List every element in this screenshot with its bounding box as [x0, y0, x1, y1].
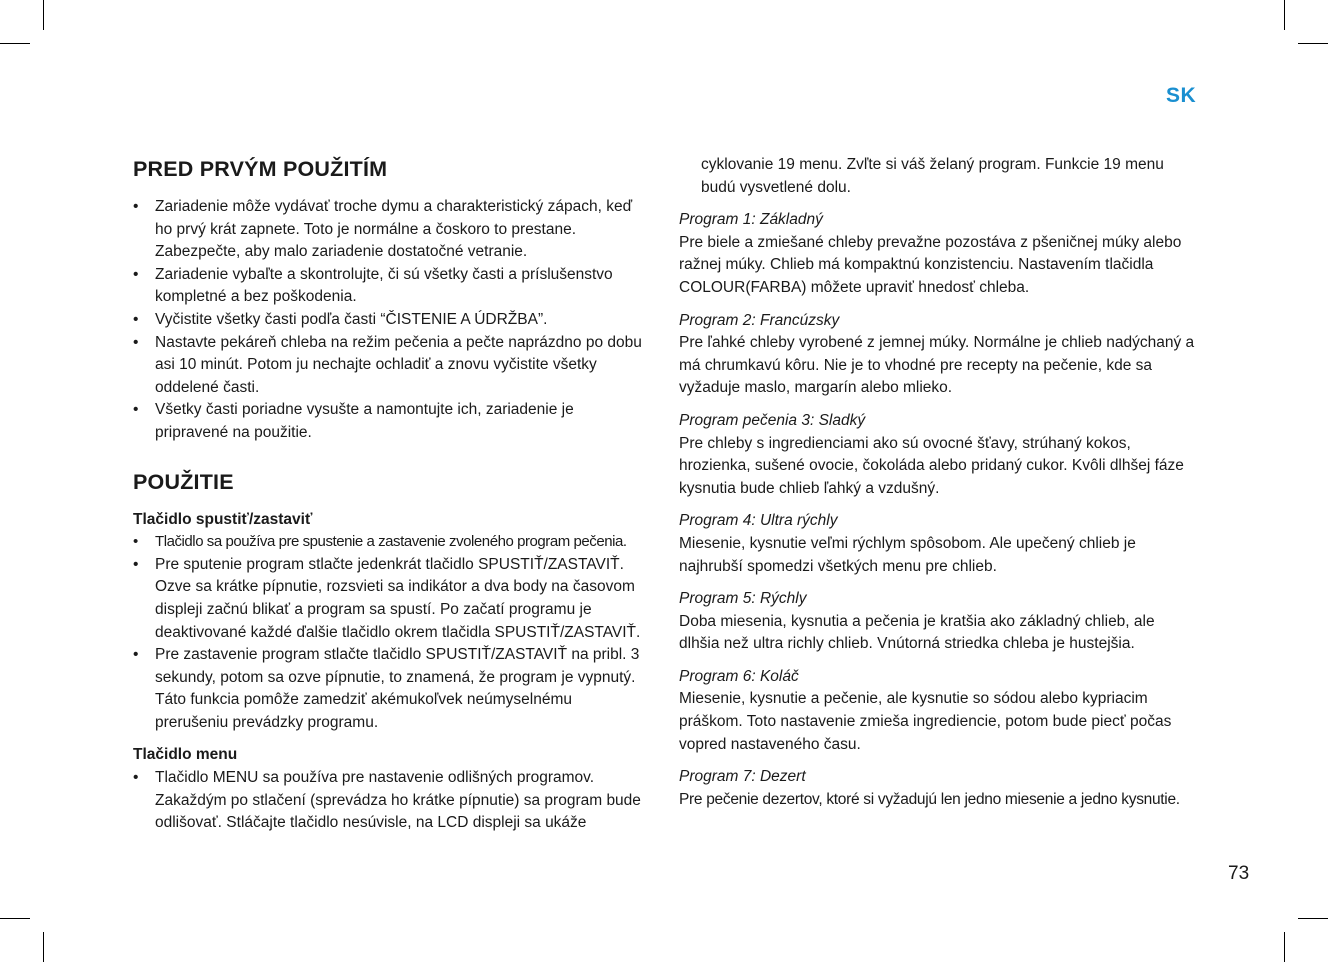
crop-mark	[43, 932, 44, 962]
start-stop-list	[133, 531, 645, 734]
program-title: Program 7: Dezert	[679, 768, 806, 786]
program-title: Program 1: Základný	[679, 211, 823, 229]
program-block	[679, 209, 1199, 299]
list-item: • Vyčistite všetky časti podľa časti “ČISTENIE A ÚDRŽBA”.	[133, 309, 645, 332]
left-column	[133, 154, 645, 835]
program-description: Pre chleby s ingredienciami ako sú ovocné šťavy, strúhaný kokos, hrozienka, sušené ovocie, čokoláda alebo pridaný cukor. Kvôli dlhšej fáze kysnutia bude chlieb ľahký a vzdušný.	[679, 434, 1184, 497]
page-number: 73	[1228, 863, 1250, 884]
list-item: • Zariadenie vybaľte a skontrolujte, či sú všetky časti a príslušenstvo kompletné a bez poškodenia.	[133, 264, 645, 309]
program-title: Program 5: Rýchly	[679, 590, 807, 608]
crop-mark	[0, 43, 30, 44]
menu-button-heading: Tlačidlo menu	[133, 746, 238, 764]
language-tag: SK	[1166, 84, 1197, 107]
program-block	[679, 588, 1199, 656]
list-item: • Pre zastavenie program stlačte tlačidlo SPUSTIŤ/ZASTAVIŤ na pribl. 3 sekundy, potom sa ozve pípnutie, to znamená, že program je vypnutý. Táto funkcia pomôže zamedziť akémukoľvek neúmyselnému prerušeniu prevádzky programu.	[133, 644, 645, 734]
program-title: Program pečenia 3: Sladký	[679, 411, 866, 429]
start-stop-heading: Tlačidlo spustiť/zastaviť	[133, 510, 313, 528]
menu-button-list	[133, 767, 645, 835]
crop-mark	[1284, 0, 1285, 30]
right-column	[679, 154, 1199, 811]
list-item: • Všetky časti poriadne vysušte a namontujte ich, zariadenie je pripravené na použitie.	[133, 399, 645, 444]
program-description: Pre biele a zmiešané chleby prevažne pozostáva z pšeničnej múky alebo ražnej múky. Chlieb má kompaktnú konzistenciu. Nastavením tlačidla COLOUR(FARBA) môžete upraviť hnedosť chleba.	[679, 233, 1182, 296]
menu-continuation-text: cyklovanie 19 menu. Zvľte si váš želaný program. Funkcie 19 menu budú vysvetlené dolu.	[701, 156, 1164, 196]
program-description: Doba miesenia, kysnutia a pečenia je kratšia ako základný chlieb, ale dlhšia než ultra richly chlieb. Vnútorná striedka chleba je hustejšia.	[679, 612, 1155, 653]
program-description: Miesenie, kysnutie a pečenie, ale kysnutie so sódou alebo kypriacim práškom. Toto nastavenie zmieša ingrediencie, potom bude piecť počas vopred nastaveného času.	[679, 690, 1172, 753]
program-title: Program 4: Ultra rýchly	[679, 512, 838, 530]
crop-mark	[0, 918, 30, 919]
list-item: • Tlačidlo sa používa pre spustenie a zastavenie zvoleného program pečenia.	[133, 531, 645, 554]
crop-mark	[1298, 43, 1328, 44]
list-item: • Nastavte pekáreň chleba na režim pečenia a pečte naprázdno po dobu asi 10 minút. Potom ju nechajte ochladiť a znovu vyčistite všetky oddelené časti.	[133, 332, 645, 400]
crop-mark	[43, 0, 44, 30]
program-description: Miesenie, kysnutie veľmi rýchlym spôsobom. Ale upečený chlieb je najhrubší spomedzi všetkých menu pre chlieb.	[679, 534, 1136, 575]
before-first-use-list	[133, 196, 645, 445]
list-item: • Pre sputenie program stlačte jedenkrát tlačidlo SPUSTIŤ/ZASTAVIŤ. Ozve sa krátke pípnutie, rozsvieti sa indikátor a dva body na časovom displeji začnú blikať a program sa spustí. Po začatí programu je deaktivované každé ďalšie tlačidlo okrem tlačidla SPUSTIŤ/ZASTAVIŤ.	[133, 554, 645, 644]
program-title: Program 2: Francúzsky	[679, 311, 840, 329]
section-title-usage: POUŽITIE	[133, 469, 234, 494]
program-title: Program 6: Koláč	[679, 667, 799, 685]
program-block	[679, 310, 1199, 400]
program-block	[679, 666, 1199, 756]
section-title-before-first-use: PRED PRVÝM POUŽITÍM	[133, 157, 388, 181]
program-description: Pre ľahké chleby vyrobené z jemnej múky. Normálne je chlieb nadýchaný a má chrumkavú kôru. Nie je to vhodné pre recepty na pečenie, kde sa vyžaduje maslo, margarín alebo mlieko.	[679, 334, 1195, 397]
crop-mark	[1284, 932, 1285, 962]
list-item: • Tlačidlo MENU sa používa pre nastavenie odlišných programov. Zakaždým po stlačení (sprevádza ho krátke pípnutie) sa program bude odlišovať. Stláčajte tlačidlo nesúvisle, na LCD displeji sa ukáže	[133, 767, 645, 835]
program-description: Pre pečenie dezertov, ktoré si vyžadujú len jedno miesenie a jedno kysnutie.	[679, 790, 1180, 808]
list-item: • Zariadenie môže vydávať troche dymu a charakteristický zápach, keď ho prvý krát zapnete. Toto je normálne a čoskoro to prestane. Zabezpečte, aby malo zariadenie dostatočné vetranie.	[133, 196, 645, 264]
program-block	[679, 510, 1199, 578]
crop-mark	[1298, 918, 1328, 919]
program-block	[679, 410, 1199, 500]
program-block	[679, 766, 1199, 811]
